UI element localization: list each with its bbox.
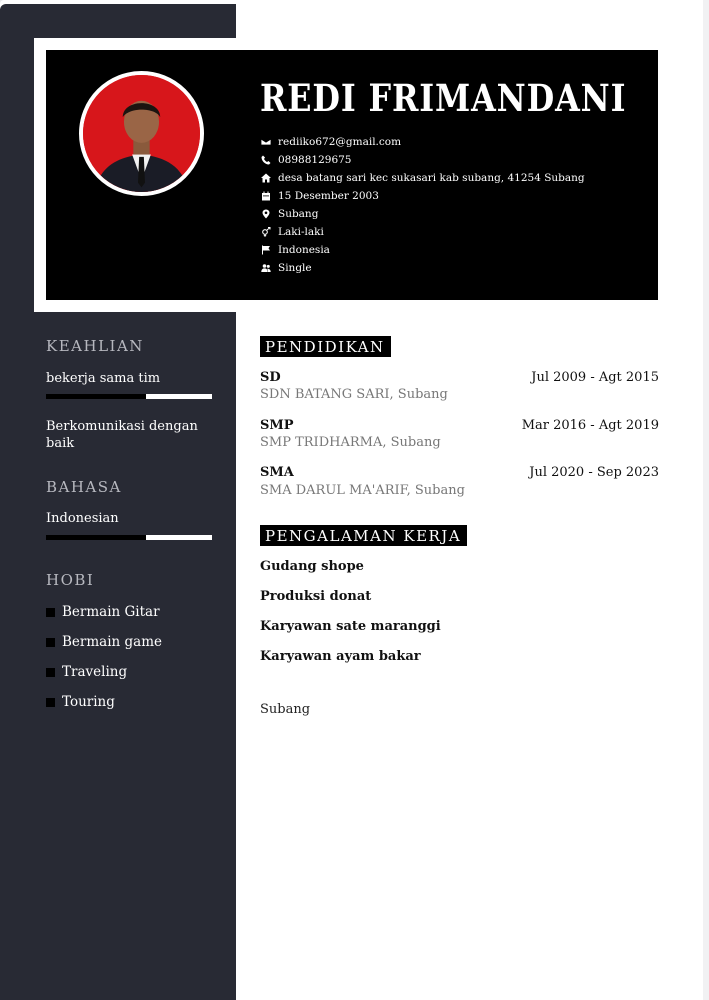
- experience-item: Produksi donat: [260, 589, 372, 604]
- hobby-item: Touring: [46, 694, 115, 710]
- flag-icon: [260, 244, 272, 256]
- education-level: SD: [260, 370, 281, 385]
- education-period: Jul 2009 - Agt 2015: [531, 370, 659, 385]
- bullet-square-icon: [46, 638, 55, 647]
- hobbies-heading: HOBI: [46, 571, 95, 589]
- experience-item: Gudang shope: [260, 559, 364, 574]
- calendar-icon: [260, 190, 272, 202]
- education-school: SMP TRIDHARMA, Subang: [260, 435, 441, 450]
- hobby-item: Bermain Gitar: [46, 604, 160, 620]
- bullet-square-icon: [46, 668, 55, 677]
- skill-label: bekerja sama tim: [46, 371, 161, 386]
- contact-nationality: Indonesia: [260, 241, 585, 259]
- language-level-bar: [46, 535, 212, 540]
- education-school: SMA DARUL MA'ARIF, Subang: [260, 483, 465, 498]
- experience-item: Karyawan sate maranggi: [260, 619, 441, 634]
- skill-level-fill: [46, 394, 146, 399]
- bullet-square-icon: [46, 608, 55, 617]
- hobby-item: Traveling: [46, 664, 127, 680]
- education-period: Mar 2016 - Agt 2019: [521, 418, 659, 433]
- contact-gender: Laki-laki: [260, 223, 585, 241]
- education-school: SDN BATANG SARI, Subang: [260, 387, 448, 402]
- signature-place: Subang: [260, 702, 311, 717]
- map-pin-icon: [260, 208, 272, 220]
- contact-email: rediiko672@gmail.com: [260, 133, 585, 151]
- envelope-icon: [260, 136, 272, 148]
- contact-phone: 08988129675: [260, 151, 585, 169]
- skill-label: Berkomunikasi dengan baik: [46, 419, 198, 451]
- education-level: SMA: [260, 465, 294, 480]
- skill-level-bar: [46, 394, 212, 399]
- language-label: Indonesian: [46, 511, 119, 526]
- page-edge: [703, 0, 709, 1000]
- contact-list: [260, 133, 585, 277]
- users-icon: [260, 262, 272, 274]
- language-level-fill: [46, 535, 146, 540]
- full-name: REDI FRIMANDANI: [260, 76, 627, 120]
- contact-birthdate: 15 Desember 2003: [260, 187, 585, 205]
- gender-icon: [260, 226, 272, 238]
- profile-photo: [79, 71, 204, 196]
- contact-marital-status: Single: [260, 259, 585, 277]
- contact-address: desa batang sari kec sukasari kab subang, 41254 Subang: [260, 169, 585, 187]
- phone-icon: [260, 154, 272, 166]
- bullet-square-icon: [46, 698, 55, 707]
- education-level: SMP: [260, 418, 294, 433]
- experience-heading: PENGALAMAN KERJA: [260, 525, 467, 546]
- experience-item: Karyawan ayam bakar: [260, 649, 421, 664]
- hobby-item: Bermain game: [46, 634, 162, 650]
- education-period: Jul 2020 - Sep 2023: [529, 465, 659, 480]
- skills-heading: KEAHLIAN: [46, 337, 144, 355]
- person-photo-icon: [83, 75, 200, 192]
- education-heading: PENDIDIKAN: [260, 336, 391, 357]
- languages-heading: BAHASA: [46, 478, 122, 496]
- contact-location: Subang: [260, 205, 585, 223]
- home-icon: [260, 172, 272, 184]
